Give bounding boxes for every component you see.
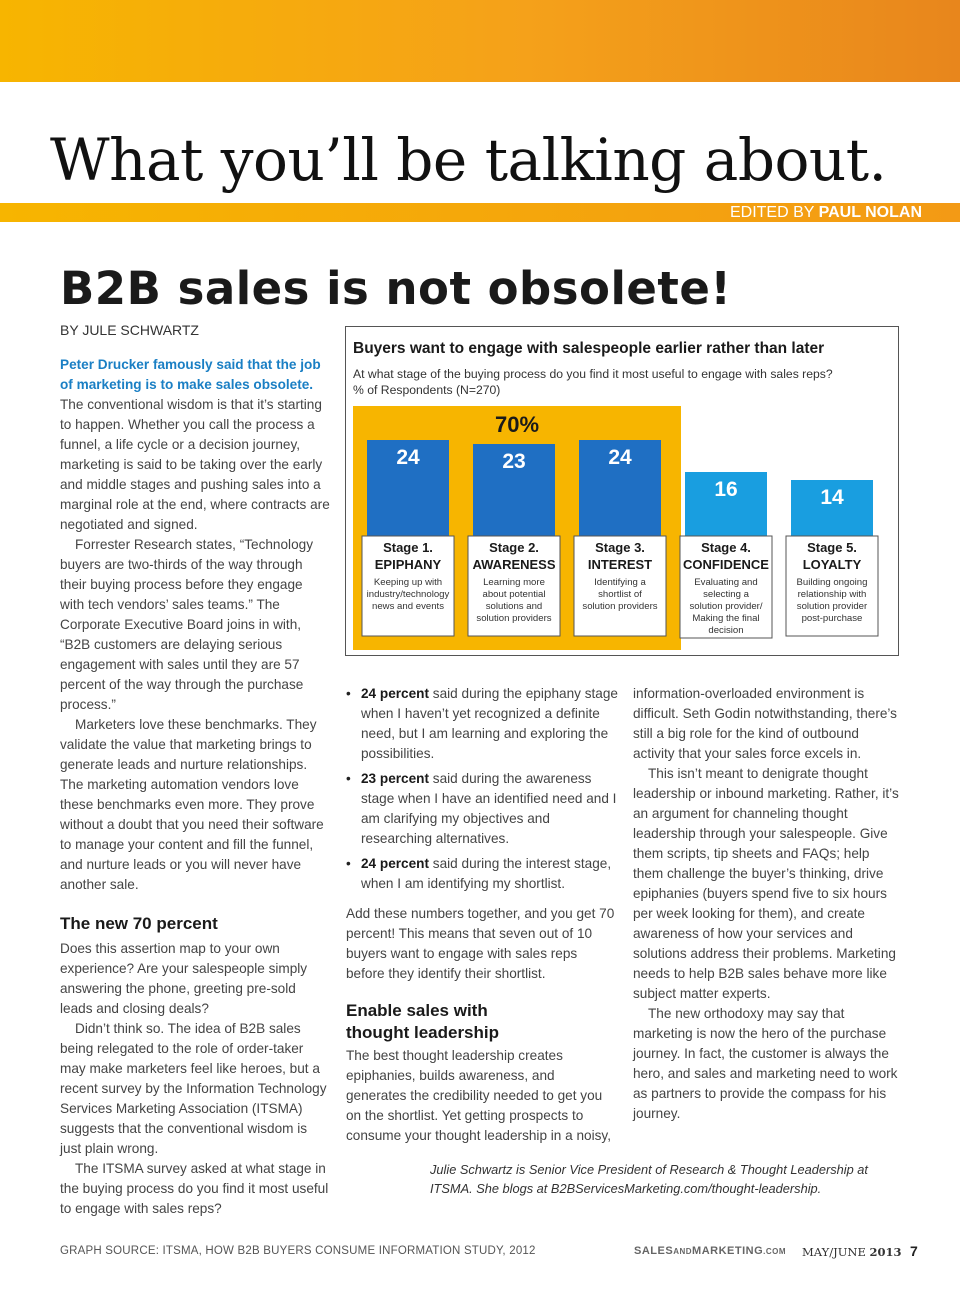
list-item [346, 854, 618, 894]
stage-description: solutions and [485, 601, 543, 612]
paragraph: Forrester Research states, “Technology buyers are two-thirds of the way through their buying process before they engage with tech vendors’ sales teams.” The Corporate Executive Board joins in with, “B2B customers are delaying serious engagement with sales until they are 57 percent of the way through the purchase process.” [60, 537, 313, 712]
stage-name: LOYALTY [802, 557, 862, 572]
stage-number: Stage 3. [595, 540, 645, 555]
stage-description: solution provider [796, 601, 868, 612]
stage-description: shortlist of [598, 589, 642, 600]
issue-year: 2013 [869, 1245, 902, 1259]
edited-by-prefix: EDITED BY [729, 204, 815, 221]
page-title: What you’ll be talking about. [50, 126, 887, 194]
paragraph: information-overloaded environment is difficult. Seth Godin notwithstanding, there’s still a big role for the kind of outbound activity that your sales force excels in. [633, 686, 897, 761]
stage-name: INTEREST [587, 557, 653, 572]
stage-description: Keeping up with [373, 577, 443, 588]
bar-value-label: 23 [502, 450, 526, 473]
paragraph-text: The conventional wisdom is that it’s starting to happen. Whether you call the process a funnel, a life cycle or a decision journey, marketing is said to be taking over the early and middle stages and pushing sales into a marginal role at the end, where contracts are negotiated and signed. [60, 397, 330, 532]
bar-value-label: 16 [714, 478, 738, 501]
brand-part: .COM [763, 1247, 787, 1256]
stage-description: industry/technology [366, 589, 450, 600]
chart-title: Buyers want to engage with salespeople earlier rather than later [353, 340, 825, 357]
highlight-label: 70% [494, 412, 540, 437]
paragraph: This isn’t meant to denigrate thought leadership or inbound marketing. Rather, it’s an argument for channeling thought leadership through your salespeople. Give them scripts, tip sheets and FAQs; help them challenge the buyer’s thinking, drive epiphanies (buyers spend five to six hours per week looking for them), and create awareness of how your services and solutions address their problems. Marketing needs to help B2B sales behave more like subject matter experts. [633, 766, 899, 1001]
brand-part: MARKETING [692, 1245, 764, 1257]
stats-list [346, 684, 618, 894]
bar-chart [345, 400, 899, 650]
stage-name: AWARENESS [472, 557, 556, 572]
top-color-band [0, 0, 960, 82]
editor-name: PAUL NOLAN [818, 204, 922, 221]
stage-description: about potential [482, 589, 546, 600]
author-bio: Julie Schwartz is Senior Vice President of Research & Thought Leadership at ITSMA. She blogs at B2BServicesMarketing.com/thought-leadership. [430, 1162, 868, 1196]
column-3 [633, 684, 903, 1124]
stage-description: solution providers [582, 601, 658, 612]
brand-part: AND [673, 1247, 693, 1256]
stat-text: said during the interest stage, when I am identifying my shortlist. [361, 856, 612, 891]
stage-number: Stage 5. [807, 540, 857, 555]
article-headline: B2B sales is not obsolete! [60, 262, 732, 315]
brand-part: SALES [634, 1245, 674, 1257]
paragraph: Add these numbers together, and you get 70 percent! This means that seven out of 10 buyers want to engage with sales reps before they identify their shortlist. [346, 906, 615, 981]
list-item [346, 684, 618, 764]
stage-name: EPIPHANY [374, 557, 442, 572]
stage-number: Stage 1. [383, 540, 433, 555]
stage-description: solution provider/ [689, 601, 763, 612]
stage-number: Stage 4. [701, 540, 751, 555]
stage-description: Making the final [692, 613, 760, 624]
stage-description: Building ongoing [796, 577, 868, 588]
edited-by-line [730, 203, 922, 222]
column-1 [60, 355, 330, 1219]
paragraph: Didn’t think so. The idea of B2B sales being relegated to the role of order-taker may make marketers feel like heroes, but a recent survey by the Information Technology Services Marketing Association (ITSMA) suggests that the conventional wisdom is just plain wrong. [60, 1021, 327, 1156]
stage-description: news and events [372, 601, 444, 612]
list-item [346, 769, 618, 849]
bar-value-label: 24 [396, 446, 420, 469]
magazine-brand [634, 1245, 786, 1257]
issue-date [802, 1245, 902, 1259]
paragraph: The ITSMA survey asked at what stage in the buying process do you find it most useful to engage with sales reps? [60, 1161, 329, 1216]
stage-description: Identifying a [594, 577, 646, 588]
issue-month: MAY/JUNE [802, 1245, 870, 1259]
byline: BY JULE SCHWARTZ [60, 322, 199, 338]
subhead-enable-sales: Enable sales with thought leadership [346, 1001, 499, 1042]
stage-description: Learning more [483, 577, 545, 588]
stage-description: solution providers [476, 613, 552, 624]
stage-name: CONFIDENCE [683, 557, 769, 572]
graph-source: GRAPH SOURCE: ITSMA, HOW B2B BUYERS CONSUME INFORMATION STUDY, 2012 [60, 1245, 536, 1257]
chart-question: At what stage of the buying process do you find it most useful to engage with sales reps? [353, 367, 833, 381]
stat-text: said during the epiphany stage when I haven’t yet recognized a definite need, but I am learning and exploring the possibilities. [361, 686, 618, 761]
stat-text: said during the awareness stage when I have an identified need and I am clarifying my objectives and researching alternatives. [361, 771, 617, 846]
lead-sentence: Peter Drucker famously said that the job of marketing is to make sales obsolete. [60, 357, 321, 392]
stage-description: decision [708, 625, 744, 636]
paragraph: The new orthodoxy may say that marketing is now the hero of the purchase journey. In fact, the customer is always the hero, and sales and marketing need to work as partners to provide the compass for his journey. [633, 1006, 898, 1121]
chart-subtitle: % of Respondents (N=270) [353, 383, 501, 397]
bar-value-label: 14 [820, 486, 844, 509]
paragraph: Marketers love these benchmarks. They validate the value that marketing brings to generate leads and nurture relationships. The marketing automation vendors love these benchmarks even more. They prove without a doubt that you need their software to manage your content and fill the funnel, and nurture leads or you will never have another sale. [60, 717, 324, 892]
stat-bold: 23 percent [361, 771, 430, 786]
subhead-new-70: The new 70 percent [60, 914, 218, 933]
column-2 [346, 684, 618, 1146]
stage-description: relationship with [797, 589, 867, 600]
bar-value-label: 24 [608, 446, 632, 469]
paragraph: The best thought leadership creates epiphanies, builds awareness, and generates the credibility needed to get you on the shortlist. Yet getting prospects to consume your thought leadership in a noisy, [346, 1048, 611, 1143]
paragraph: Does this assertion map to your own experience? Are your salespeople simply answering the phone, greeting pre-sold leads and closing deals? [60, 941, 308, 1016]
stage-number: Stage 2. [489, 540, 539, 555]
stage-description: Evaluating and [694, 577, 758, 588]
paragraph [60, 355, 330, 535]
stat-bold: 24 percent [361, 856, 430, 871]
stage-description: post-purchase [801, 613, 863, 624]
stage-description: selecting a [703, 589, 749, 600]
page-number: 7 [910, 1243, 918, 1259]
stat-bold: 24 percent [361, 686, 430, 701]
